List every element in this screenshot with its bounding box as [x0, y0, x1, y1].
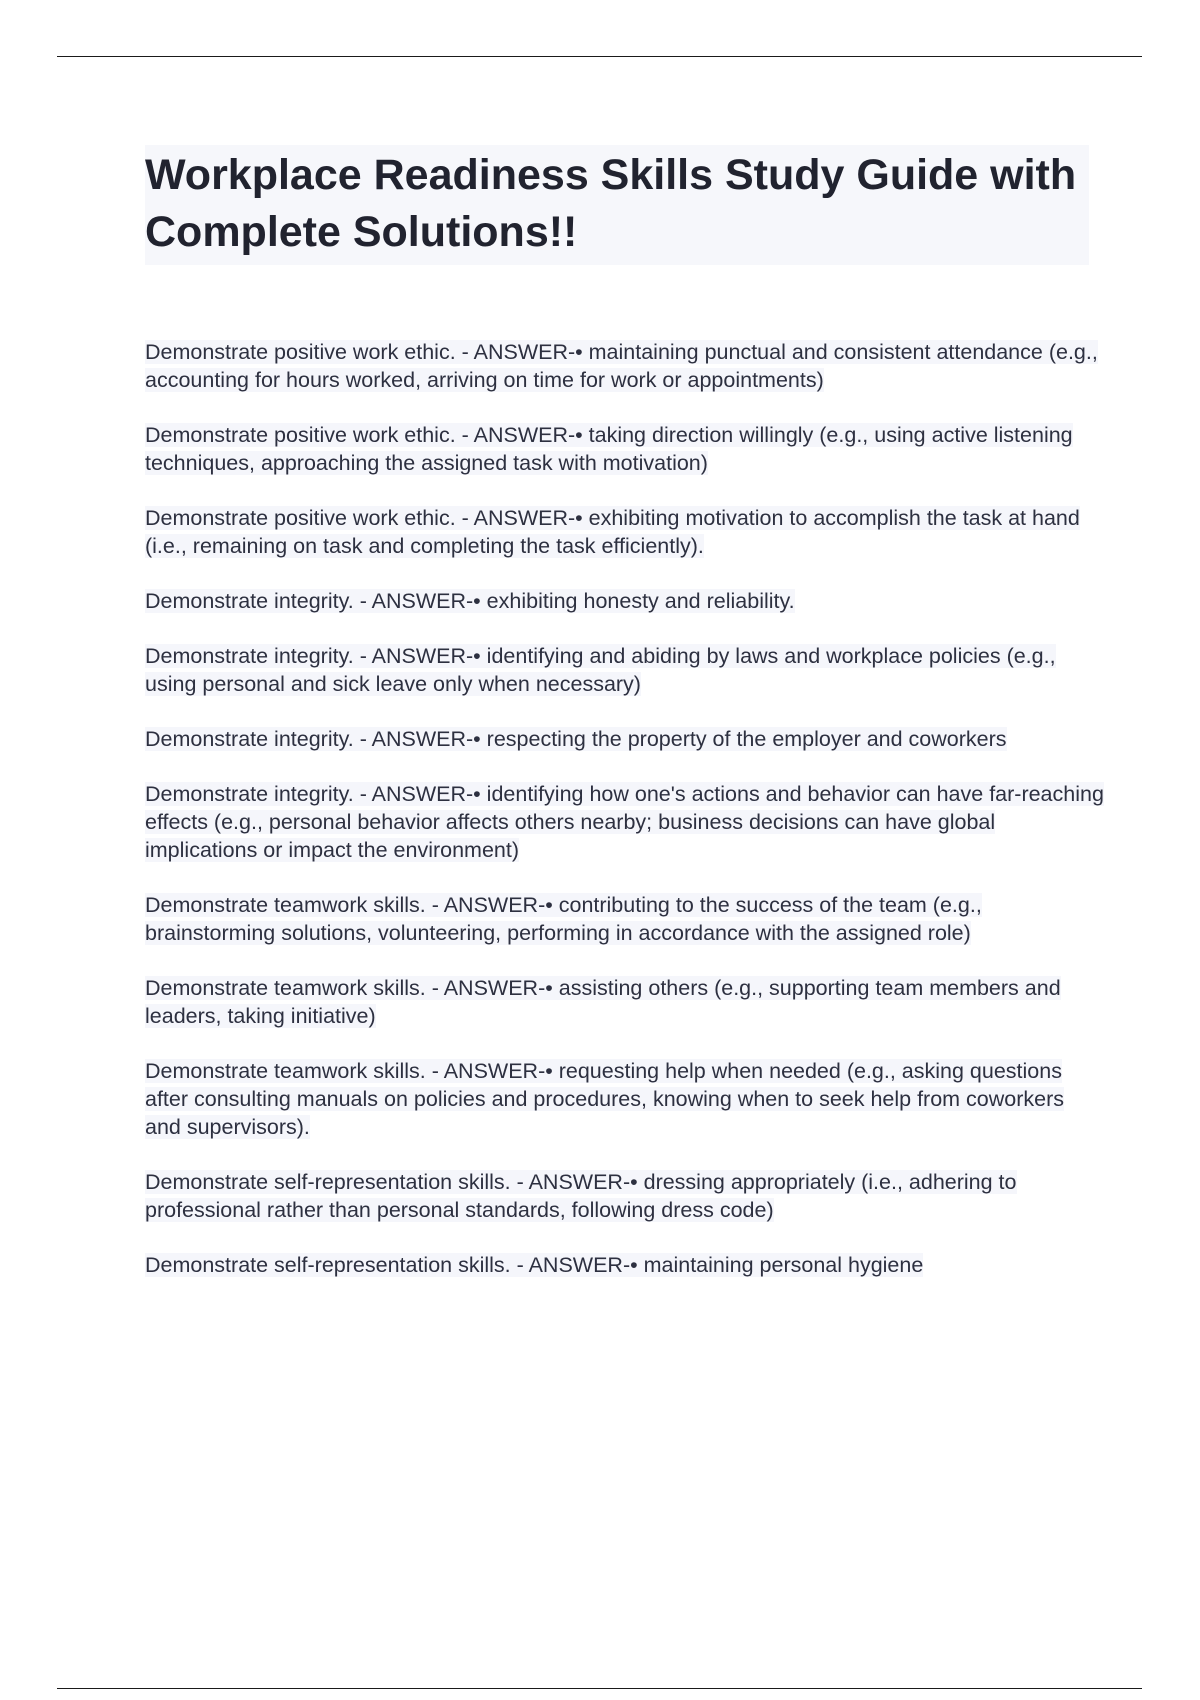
qa-answer: • requesting help when needed (e.g., asking questions after consulting manuals on policies and procedures, knowing when to seek help from coworkers and supervisors). [145, 1059, 1065, 1139]
qa-question: Demonstrate integrity. [145, 782, 354, 806]
qa-item [145, 725, 1105, 753]
qa-separator: - ANSWER- [455, 423, 576, 447]
qa-list [145, 338, 1105, 1306]
qa-question: Demonstrate teamwork skills. [145, 976, 426, 1000]
qa-item [145, 587, 1105, 615]
qa-separator: - ANSWER- [425, 1059, 546, 1083]
qa-separator: - ANSWER- [353, 782, 474, 806]
qa-answer: • maintaining punctual and consistent attendance (e.g., accounting for hours worked, arriving on time for work or appointments) [145, 340, 1098, 392]
bottom-rule [57, 1688, 1142, 1689]
qa-question: Demonstrate self-representation skills. [145, 1253, 511, 1277]
qa-answer: • exhibiting motivation to accomplish the task at hand (i.e., remaining on task and completing the task efficiently). [145, 506, 1080, 558]
qa-separator: - ANSWER- [510, 1170, 631, 1194]
qa-question: Demonstrate integrity. [145, 589, 354, 613]
qa-question: Demonstrate positive work ethic. [145, 423, 456, 447]
qa-question: Demonstrate positive work ethic. [145, 506, 456, 530]
top-rule [57, 56, 1142, 57]
qa-answer: • contributing to the success of the team (e.g., brainstorming solutions, volunteering, performing in accordance with the assigned role) [145, 893, 982, 945]
qa-separator: - ANSWER- [353, 589, 474, 613]
qa-item [145, 974, 1105, 1030]
qa-separator: - ANSWER- [353, 727, 474, 751]
qa-question: Demonstrate integrity. [145, 727, 354, 751]
qa-question: Demonstrate positive work ethic. [145, 340, 456, 364]
qa-separator: - ANSWER- [425, 976, 546, 1000]
qa-item [145, 421, 1105, 477]
qa-item [145, 338, 1105, 394]
qa-answer: • assisting others (e.g., supporting team members and leaders, taking initiative) [145, 976, 1061, 1028]
qa-answer: • identifying how one's actions and behavior can have far-reaching effects (e.g., personal behavior affects others nearby; business decisions can have global implications or impact the environment) [145, 782, 1104, 862]
qa-separator: - ANSWER- [455, 340, 576, 364]
qa-separator: - ANSWER- [510, 1253, 631, 1277]
qa-item [145, 891, 1105, 947]
qa-answer: • taking direction willingly (e.g., using active listening techniques, approaching the assigned task with motivation) [145, 423, 1073, 475]
qa-answer: • exhibiting honesty and reliability. [473, 589, 795, 613]
qa-question: Demonstrate teamwork skills. [145, 1059, 426, 1083]
qa-question: Demonstrate teamwork skills. [145, 893, 426, 917]
qa-answer: • maintaining personal hygiene [630, 1253, 924, 1277]
qa-answer: • identifying and abiding by laws and workplace policies (e.g., using personal and sick leave only when necessary) [145, 644, 1056, 696]
qa-question: Demonstrate integrity. [145, 644, 354, 668]
qa-item [145, 1057, 1105, 1141]
qa-answer: • respecting the property of the employer and coworkers [473, 727, 1007, 751]
qa-answer: • dressing appropriately (i.e., adhering to professional rather than personal standards, following dress code) [145, 1170, 1017, 1222]
qa-item [145, 1251, 1105, 1279]
qa-separator: - ANSWER- [353, 644, 474, 668]
qa-question: Demonstrate self-representation skills. [145, 1170, 511, 1194]
qa-separator: - ANSWER- [425, 893, 546, 917]
page-title: Workplace Readiness Skills Study Guide with Complete Solutions!! [145, 151, 1077, 256]
qa-item [145, 642, 1105, 698]
qa-separator: - ANSWER- [455, 506, 576, 530]
title-block [145, 145, 1089, 265]
qa-item [145, 1168, 1105, 1224]
qa-item [145, 504, 1105, 560]
qa-item [145, 780, 1105, 864]
